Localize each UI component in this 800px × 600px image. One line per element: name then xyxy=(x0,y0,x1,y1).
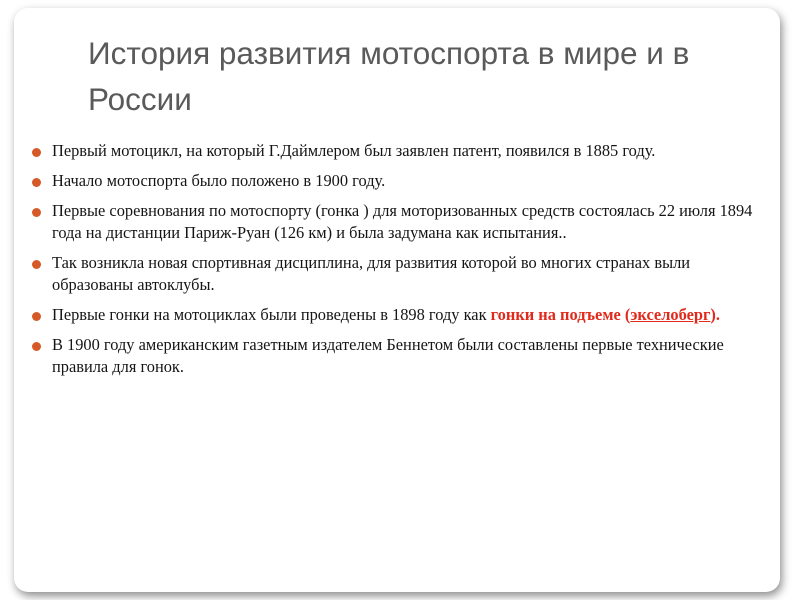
bullet-dot-icon xyxy=(32,312,41,321)
bullet-dot-icon xyxy=(32,178,41,187)
bullet-text: Первые соревнования по мотоспорту (гонка ) для моторизованных средств состоялась 22 июля 1894 года на дистанции Париж-Руан (126 км) и была задумана как испытания.. xyxy=(52,201,753,242)
highlight-open-paren: ( xyxy=(624,305,631,324)
bullet-dot-icon xyxy=(32,208,41,217)
bullet-text: Начало мотоспорта было положено в 1900 году. xyxy=(52,171,386,190)
bullet-item xyxy=(32,170,762,192)
bullet-item xyxy=(32,200,762,244)
bullet-dot-icon xyxy=(32,260,41,269)
bullet-text: Первый мотоцикл, на который Г.Даймлером был заявлен патент, появился в 1885 году. xyxy=(52,141,656,160)
highlight-link[interactable]: экселоберг xyxy=(630,305,711,324)
highlight-close-paren: ). xyxy=(710,305,720,324)
bullet-item xyxy=(32,334,762,378)
bullet-item xyxy=(32,252,762,296)
slide-title: История развития мотоспорта в мире и в России xyxy=(88,35,690,117)
bullet-text: В 1900 году американским газетным издателем Беннетом были составлены первые технические правила для гонок. xyxy=(52,335,724,376)
bullet-dot-icon xyxy=(32,342,41,351)
highlight-text: гонки на подъеме xyxy=(490,305,621,324)
slide xyxy=(14,8,780,592)
bullet-list xyxy=(32,140,762,386)
bullet-text: Первые гонки на мотоциклах были проведены в 1898 году как xyxy=(52,305,491,324)
bullet-dot-icon xyxy=(32,148,41,157)
bullet-item xyxy=(32,140,762,162)
bullet-item xyxy=(32,304,762,326)
bullet-text: Так возникла новая спортивная дисциплина, для развития которой во многих странах выли образованы автоклубы. xyxy=(52,253,691,294)
